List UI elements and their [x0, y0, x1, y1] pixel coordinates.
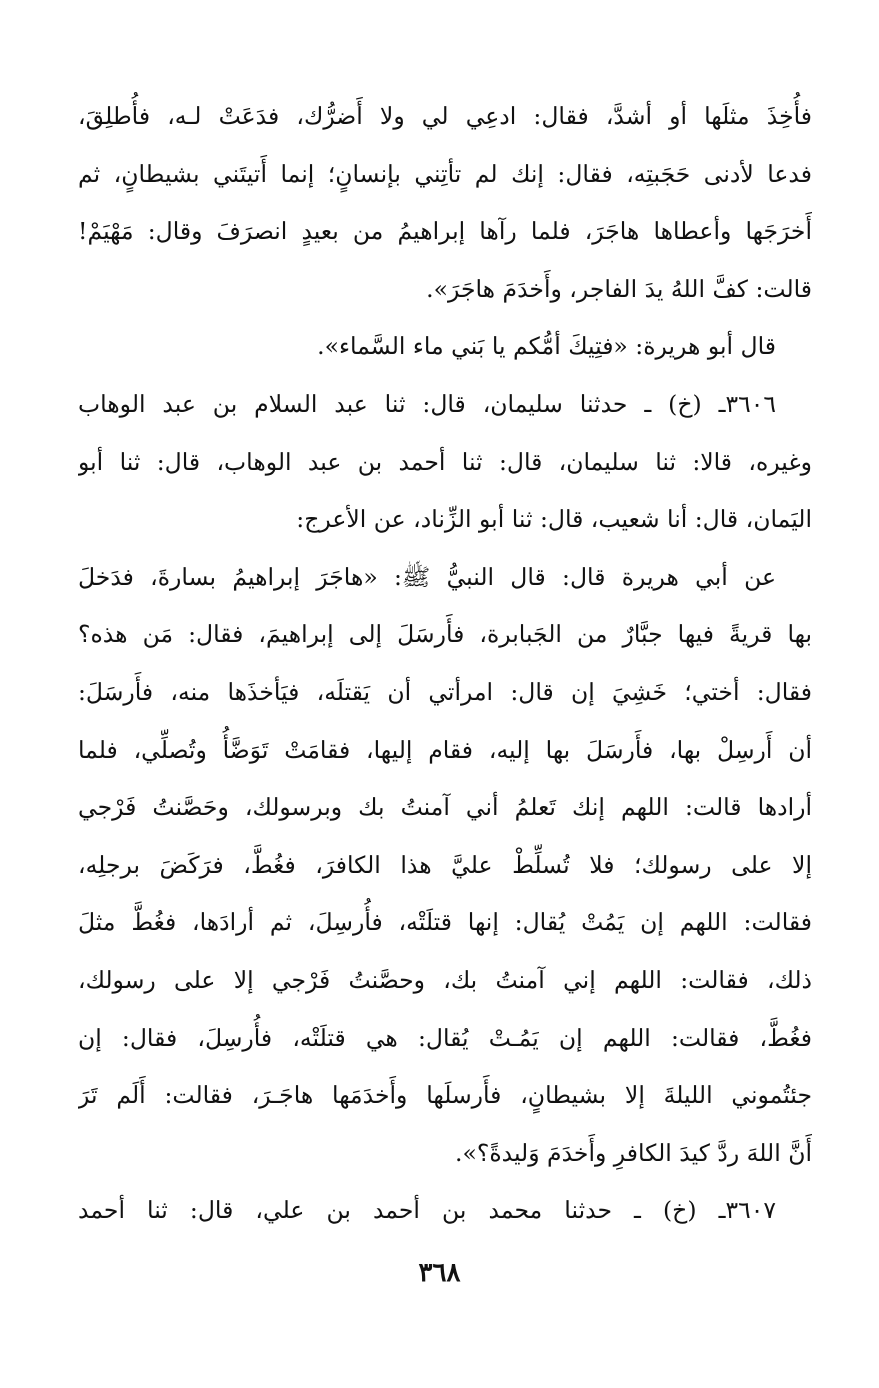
- hadith-number-line: ٣٦٠٧ـ (خ) ـ حدثنا محمد بن أحمد بن علي، قال: ثنا أحمد: [78, 1196, 776, 1225]
- text-line: جئتُموني الليلةَ إلا بشيطانٍ، فأَرسلَها وأَخدَمَها هاجَـرَ، فقالت: أَلَم تَرَ: [78, 1081, 812, 1110]
- text-line: أَخرَجَها وأعطاها هاجَرَ، فلما رآها إبراهيمُ من بعيدٍ انصرَفَ وقال: مَهْيَمْ!: [78, 217, 812, 246]
- text-line: فدعا لأدنى حَجَبتِه، فقال: إنك لم تأتِني بإنسانٍ؛ إنما أَتيتَني بشيطانٍ، ثم: [78, 159, 812, 188]
- text-line: اليَمان، قال: أنا شعيب، قال: ثنا أبو الزِّناد، عن الأعرج:: [296, 505, 812, 534]
- text-line: وغيره، قالا: ثنا سليمان، قال: ثنا أحمد بن عبد الوهاب، قال: ثنا أبو: [78, 447, 812, 476]
- text-line: أرادها قالت: اللهم إنك تَعلمُ أني آمنتُ بك وبرسولك، وحَصَّنتُ فَرْجي: [78, 793, 812, 822]
- text-line: فأُخِذَ مثلَها أو أشدَّ، فقال: ادعِي لي ولا أَضرُّك، فدَعَتْ لـه، فأُطلِقَ،: [78, 102, 812, 130]
- text-line: أن أَرسِلْ بها، فأَرسَلَ بها إليه، فقام إليها، فقامَتْ تَوَضَّأُ وتُصلِّي، فلما: [78, 735, 812, 764]
- text-line: عن أبي هريرة قال: قال النبيُّ ﷺ: «هاجَرَ إبراهيمُ بسارةَ، فدَخلَ: [78, 562, 776, 591]
- text-line: قال أبو هريرة: «فتِيكَ أمُّكم يا بَني ماء السَّماء».: [317, 332, 776, 361]
- text-line: فقال: أختي؛ خَشِيَ إن قال: امرأتي أن يَقتلَه، فيَأخذَها منه، فأَرسَلَ:: [78, 677, 812, 706]
- text-line: ذلك، فقالت: اللهم إني آمنتُ بك، وحصَّنتُ فَرْجي إلا على رسولك،: [78, 965, 812, 994]
- text-line: قالت: كفَّ اللهُ يدَ الفاجر، وأَخدَمَ هاجَرَ».: [426, 274, 812, 303]
- text-line: بها قريةً فيها جبَّارٌ من الجَبابرة، فأَرسَلَ إلى إبراهيمَ، فقال: مَن هذه؟: [78, 620, 812, 649]
- hadith-number-line: ٣٦٠٦ـ (خ) ـ حدثنا سليمان، قال: ثنا عبد السلام بن عبد الوهاب: [78, 389, 776, 418]
- text-line: أَنَّ اللهَ ردَّ كيدَ الكافرِ وأَخدَمَ وَليدةً؟».: [455, 1138, 812, 1167]
- text-line: فغُطَّ، فقالت: اللهم إن يَمُـتْ يُقال: هي قتلَتْه، فأُرسِلَ، فقال: إن: [78, 1023, 812, 1052]
- page-number: ٣٦٨: [418, 1258, 461, 1288]
- text-line: إلا على رسولك؛ فلا تُسلِّطْ عليَّ هذا الكافرَ، فغُطَّ، فرَكَضَ برجلِه،: [78, 850, 812, 879]
- text-line: فقالت: اللهم إن يَمُتْ يُقال: إنها قتلَتْه، فأُرسِلَ، ثم أرادَها، فغُطَّ مثلَ: [78, 908, 812, 937]
- body-text: [78, 88, 812, 1240]
